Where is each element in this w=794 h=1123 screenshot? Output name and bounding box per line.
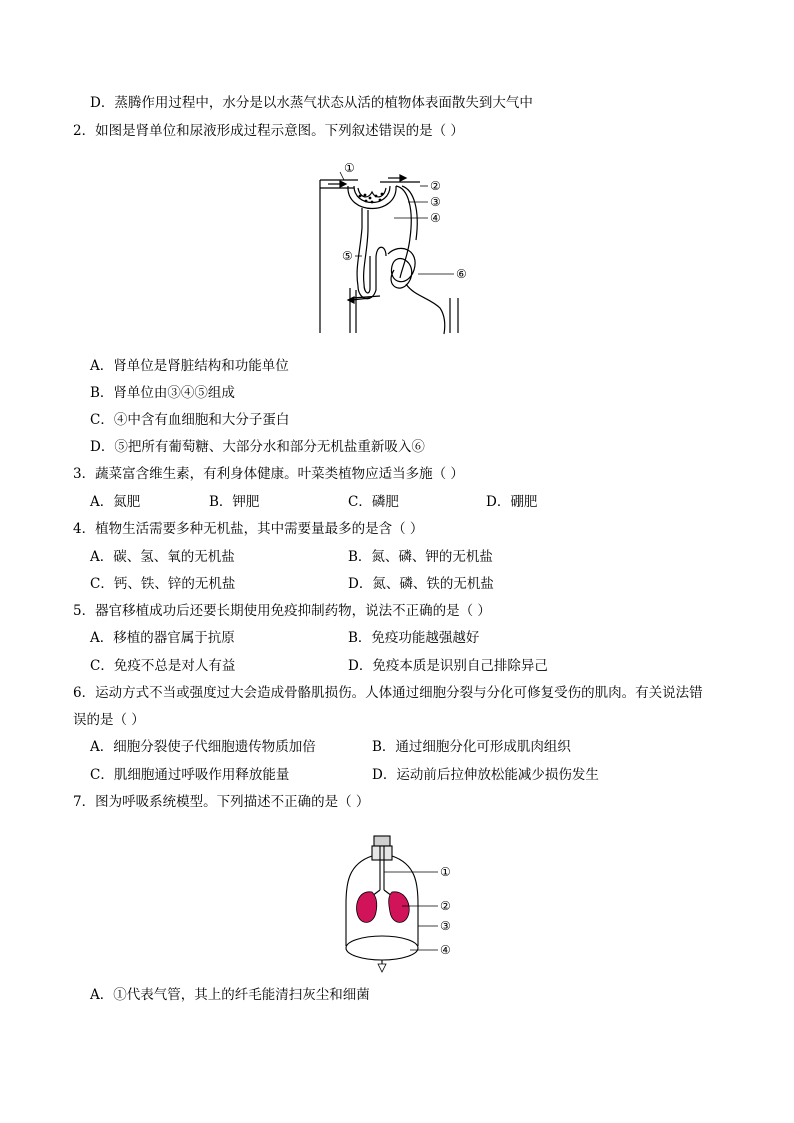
q6-option-d: D．运动前后拉伸放松能减少损伤发生 <box>372 767 599 783</box>
q5-option-b: B．免疫功能越强越好 <box>348 630 480 646</box>
q2-option-c: C．④中含有血细胞和大分子蛋白 <box>90 412 290 428</box>
q7-option-a: A．①代表气管，其上的纤毛能清扫灰尘和细菌 <box>90 987 370 1003</box>
nephron-label-3: ③ <box>430 195 441 209</box>
q4-option-c: C．钙、铁、锌的无机盐 <box>90 576 236 592</box>
nephron-label-6: ⑥ <box>456 267 467 281</box>
right-lung <box>389 892 410 923</box>
q3-stem: 3．蔬菜富含维生素，有利身体健康。叶菜类植物应适当多施（ ） <box>73 466 464 482</box>
q7-stem: 7．图为呼吸系统模型。下列描述不正确的是（ ） <box>73 794 370 810</box>
nephron-label-4: ④ <box>430 211 441 225</box>
model-label-1: ① <box>440 865 451 879</box>
q2-option-b: B．肾单位由③④⑤组成 <box>90 385 235 401</box>
q2-stem: 2．如图是肾单位和尿液形成过程示意图。下列叙述错误的是（ ） <box>73 123 464 139</box>
q5-stem: 5．器官移植成功后还要长期使用免疫抑制药物，说法不正确的是（ ） <box>73 603 491 619</box>
q5-option-d: D．免疫本质是识别自己排除异己 <box>348 658 548 674</box>
q3-option-c: C．磷肥 <box>348 494 399 510</box>
q5-option-a: A．移植的器官属于抗原 <box>90 630 235 646</box>
q6-stem-line2: 误的是（ ） <box>73 712 145 728</box>
model-label-3: ③ <box>440 919 451 933</box>
q6-option-b: B．通过细胞分化可形成肌肉组织 <box>372 739 571 755</box>
q6-option-a: A．细胞分裂使子代细胞遗传物质加倍 <box>90 739 316 755</box>
q3-option-d: D．硼肥 <box>486 494 538 510</box>
q4-option-d: D．氮、磷、铁的无机盐 <box>348 576 494 592</box>
q1-option-d: D．蒸腾作用过程中，水分是以水蒸气状态从活的植物体表面散失到大气中 <box>90 95 533 111</box>
q6-option-c: C．肌细胞通过呼吸作用释放能量 <box>90 767 290 783</box>
left-lung <box>357 892 377 923</box>
q4-option-a: A．碳、氢、氧的无机盐 <box>90 549 235 565</box>
nephron-label-1: ① <box>344 161 355 175</box>
q3-option-a: A．氮肥 <box>90 494 141 510</box>
q4-option-b: B．氮、磷、钾的无机盐 <box>348 549 493 565</box>
model-label-4: ④ <box>440 943 451 957</box>
q6-stem-line1: 6．运动方式不当或强度过大会造成骨骼肌损伤。人体通过细胞分裂与分化可修复受伤的肌肉。有关说法错 <box>73 685 703 701</box>
respiratory-model-diagram <box>338 826 468 976</box>
q5-option-c: C．免疫不总是对人有益 <box>90 658 236 674</box>
q2-option-a: A．肾单位是肾脏结构和功能单位 <box>90 358 289 374</box>
nephron-diagram <box>310 158 480 338</box>
q4-stem: 4．植物生活需要多种无机盐，其中需要量最多的是含（ ） <box>73 521 424 537</box>
nephron-label-2: ② <box>430 179 441 193</box>
model-label-2: ② <box>440 899 451 913</box>
q3-option-b: B．钾肥 <box>209 494 260 510</box>
nephron-label-5: ⑤ <box>342 249 353 263</box>
q2-option-d: D．⑤把所有葡萄糖、大部分水和部分无机盐重新吸入⑥ <box>90 439 425 455</box>
